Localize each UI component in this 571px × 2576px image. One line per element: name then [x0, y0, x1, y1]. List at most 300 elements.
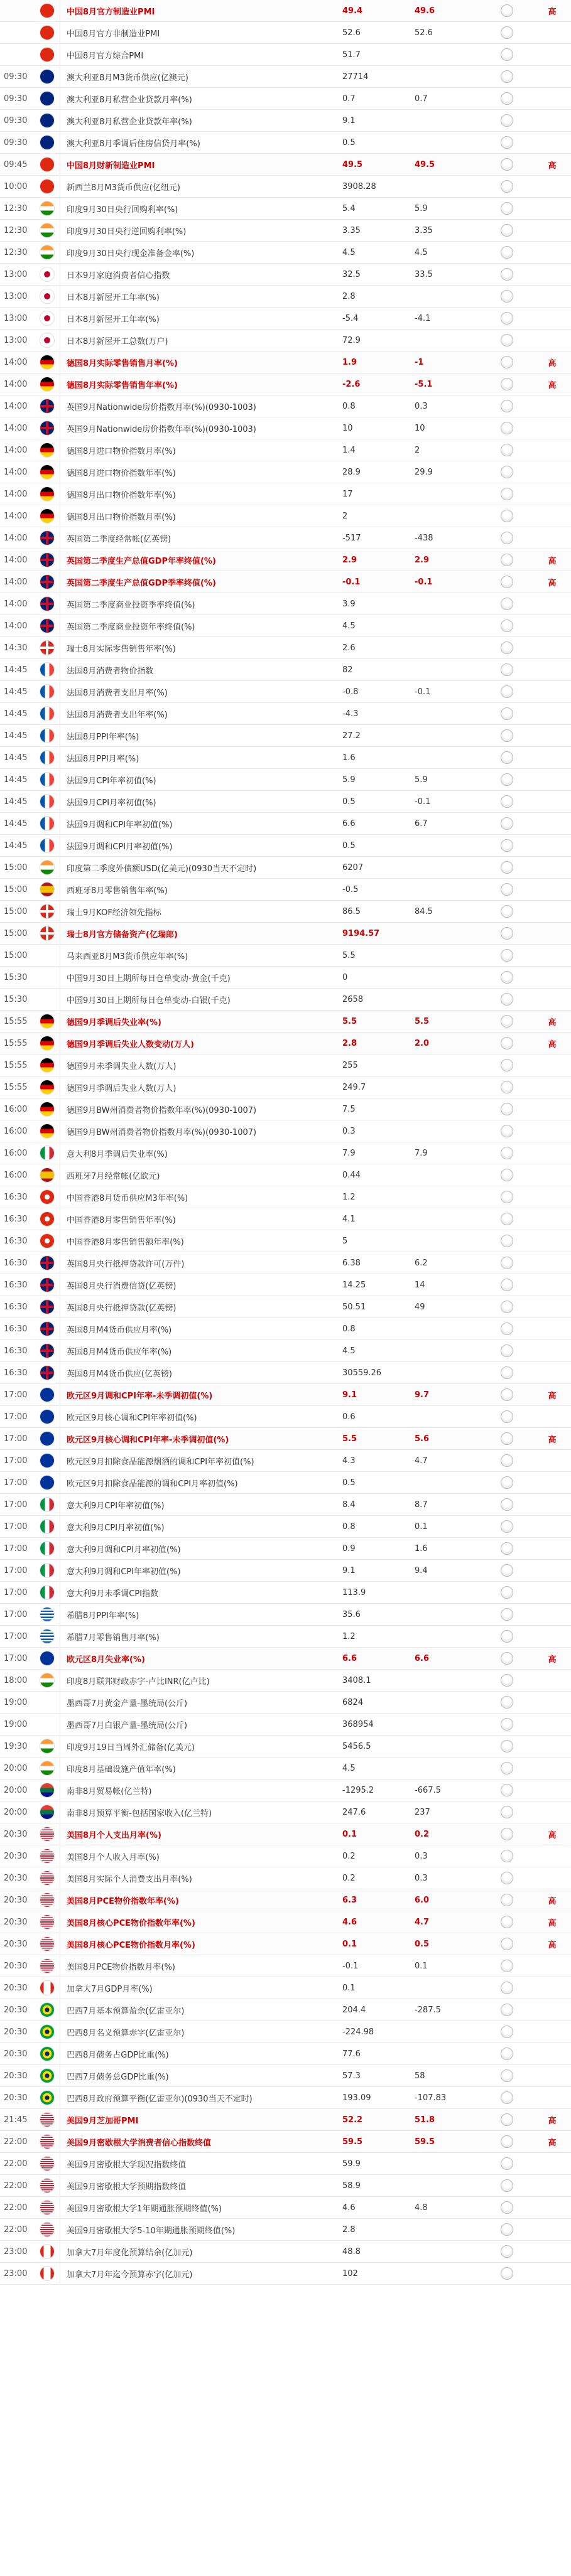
alarm-cell[interactable] — [480, 1889, 533, 1911]
alarm-cell[interactable] — [480, 2131, 533, 2152]
forecast-value — [408, 1098, 480, 1120]
alarm-clock-icon[interactable] — [501, 905, 513, 918]
alarm-cell[interactable] — [480, 1758, 533, 1779]
indicator-name: 欧元区9月核心调和CPI年率-未季调初值(%) — [67, 1435, 229, 1445]
alarm-cell[interactable] — [480, 2109, 533, 2130]
alarm-clock-icon[interactable] — [501, 620, 513, 632]
jp-flag-icon — [40, 289, 54, 303]
alarm-cell[interactable] — [480, 857, 533, 878]
alarm-cell[interactable] — [480, 176, 533, 197]
importance-badge — [533, 1230, 571, 1252]
alarm-cell[interactable] — [480, 66, 533, 87]
alarm-cell[interactable] — [480, 1604, 533, 1625]
forecast-value — [408, 1208, 480, 1230]
alarm-clock-icon[interactable] — [501, 2047, 513, 2060]
alarm-clock-icon[interactable] — [501, 224, 513, 237]
alarm-cell[interactable] — [480, 1736, 533, 1757]
alarm-cell[interactable] — [480, 2197, 533, 2218]
alarm-clock-icon[interactable] — [501, 1894, 513, 1906]
alarm-clock-icon[interactable] — [501, 927, 513, 940]
alarm-clock-icon[interactable] — [501, 378, 513, 390]
country-flag-cell — [35, 2087, 60, 2108]
alarm-cell[interactable] — [480, 1845, 533, 1867]
alarm-clock-icon[interactable] — [501, 1916, 513, 1928]
alarm-clock-icon[interactable] — [501, 2201, 513, 2214]
alarm-cell[interactable] — [480, 769, 533, 790]
alarm-cell[interactable] — [480, 945, 533, 966]
calendar-row — [0, 615, 571, 637]
indicator-name: 美国8月核心PCE物价指数月率(%) — [67, 1940, 195, 1950]
previous-value: 0.3 — [342, 1126, 356, 1136]
alarm-clock-icon[interactable] — [501, 1696, 513, 1709]
alarm-cell[interactable] — [480, 417, 533, 439]
previous-value: 5.4 — [342, 203, 356, 213]
indicator-name: 英国9月Nationwide房价指数年率(%)(0930-1003) — [67, 424, 256, 434]
previous-value: 4.5 — [342, 1346, 356, 1356]
alarm-clock-icon[interactable] — [501, 1081, 513, 1093]
importance-badge: 高 — [548, 1391, 557, 1401]
alarm-cell[interactable] — [480, 1670, 533, 1691]
indicator-name: 德国9月季调后失业人数(万人) — [67, 1083, 177, 1093]
previous-value: 49.4 — [342, 6, 363, 16]
alarm-cell[interactable] — [480, 220, 533, 241]
alarm-clock-icon[interactable] — [501, 1476, 513, 1489]
alarm-cell[interactable] — [480, 1648, 533, 1669]
alarm-cell[interactable] — [480, 483, 533, 505]
alarm-clock-icon[interactable] — [501, 949, 513, 962]
importance-badge — [533, 593, 571, 614]
alarm-cell[interactable] — [480, 1011, 533, 1032]
alarm-cell[interactable] — [480, 308, 533, 329]
country-flag-cell — [35, 286, 60, 307]
alarm-cell[interactable] — [480, 330, 533, 351]
alarm-clock-icon[interactable] — [501, 1323, 513, 1335]
alarm-clock-icon[interactable] — [501, 158, 513, 171]
alarm-clock-icon[interactable] — [501, 1213, 513, 1225]
alarm-cell[interactable] — [480, 1779, 533, 1801]
previous-value: 4.5 — [342, 1763, 356, 1773]
alarm-clock-icon[interactable] — [501, 4, 513, 17]
country-flag-cell — [35, 1186, 60, 1208]
alarm-clock-icon[interactable] — [501, 2004, 513, 2016]
forecast-value: -5.1 — [415, 379, 433, 389]
alarm-cell[interactable] — [480, 1692, 533, 1713]
alarm-clock-icon[interactable] — [501, 334, 513, 346]
alarm-cell[interactable] — [480, 2153, 533, 2174]
alarm-cell[interactable] — [480, 725, 533, 746]
alarm-clock-icon[interactable] — [501, 1301, 513, 1313]
alarm-cell[interactable] — [480, 44, 533, 65]
alarm-cell[interactable] — [480, 1933, 533, 1955]
alarm-clock-icon[interactable] — [501, 1366, 513, 1379]
alarm-cell[interactable] — [480, 879, 533, 900]
alarm-cell[interactable] — [480, 1999, 533, 2021]
alarm-clock-icon[interactable] — [501, 1103, 513, 1115]
alarm-cell[interactable] — [480, 2263, 533, 2284]
alarm-clock-icon[interactable] — [501, 641, 513, 654]
alarm-clock-icon[interactable] — [501, 92, 513, 105]
calendar-row — [0, 22, 571, 44]
alarm-clock-icon[interactable] — [501, 1608, 513, 1621]
alarm-clock-icon[interactable] — [501, 2113, 513, 2126]
alarm-clock-icon[interactable] — [501, 1740, 513, 1752]
importance-badge — [533, 198, 571, 219]
alarm-clock-icon[interactable] — [501, 993, 513, 1006]
country-flag-cell — [35, 1582, 60, 1603]
alarm-cell[interactable] — [480, 2219, 533, 2240]
alarm-cell[interactable] — [480, 901, 533, 922]
indicator-name: 美国9月密歇根大学消费者信心指数终值 — [67, 2138, 212, 2148]
release-time: 16:30 — [4, 1302, 28, 1312]
alarm-cell[interactable] — [480, 549, 533, 571]
alarm-clock-icon[interactable] — [501, 1147, 513, 1159]
alarm-clock-icon[interactable] — [501, 729, 513, 742]
alarm-clock-icon[interactable] — [501, 751, 513, 764]
alarm-clock-icon[interactable] — [501, 795, 513, 808]
alarm-clock-icon[interactable] — [501, 180, 513, 193]
alarm-clock-icon[interactable] — [501, 2026, 513, 2038]
alarm-cell[interactable] — [480, 1252, 533, 1274]
alarm-clock-icon[interactable] — [501, 1344, 513, 1357]
alarm-cell[interactable] — [480, 1318, 533, 1339]
alarm-cell[interactable] — [480, 1516, 533, 1537]
alarm-clock-icon[interactable] — [501, 1630, 513, 1643]
alarm-clock-icon[interactable] — [501, 598, 513, 610]
forecast-value: 2.0 — [415, 1038, 430, 1048]
alarm-cell[interactable] — [480, 637, 533, 658]
alarm-cell[interactable] — [480, 1823, 533, 1845]
alarm-clock-icon[interactable] — [501, 444, 513, 456]
alarm-clock-icon[interactable] — [501, 2267, 513, 2280]
alarm-clock-icon[interactable] — [501, 26, 513, 39]
alarm-cell[interactable] — [480, 264, 533, 285]
alarm-clock-icon[interactable] — [501, 1279, 513, 1291]
forecast-value: 1.6 — [415, 1543, 428, 1554]
alarm-clock-icon[interactable] — [501, 1037, 513, 1049]
previous-value: 0.9 — [342, 1543, 356, 1554]
previous-value: 0.2 — [342, 1873, 356, 1883]
alarm-clock-icon[interactable] — [501, 685, 513, 698]
alarm-cell[interactable] — [480, 2087, 533, 2108]
alarm-cell[interactable] — [480, 967, 533, 988]
alarm-cell[interactable] — [480, 989, 533, 1010]
forecast-value: 4.5 — [415, 247, 428, 257]
alarm-clock-icon[interactable] — [501, 2245, 513, 2258]
calendar-row — [0, 1626, 571, 1648]
alarm-cell[interactable] — [480, 154, 533, 175]
alarm-cell[interactable] — [480, 1120, 533, 1142]
alarm-clock-icon[interactable] — [501, 663, 513, 676]
alarm-cell[interactable] — [480, 1626, 533, 1647]
alarm-cell[interactable] — [480, 1955, 533, 1977]
alarm-cell[interactable] — [480, 1384, 533, 1405]
alarm-cell[interactable] — [480, 395, 533, 417]
alarm-clock-icon[interactable] — [501, 1762, 513, 1774]
alarm-clock-icon[interactable] — [501, 1850, 513, 1862]
alarm-cell[interactable] — [480, 615, 533, 636]
alarm-clock-icon[interactable] — [501, 1784, 513, 1796]
calendar-row — [0, 1142, 571, 1164]
alarm-cell[interactable] — [480, 681, 533, 702]
alarm-cell[interactable] — [480, 1406, 533, 1427]
alarm-clock-icon[interactable] — [501, 2157, 513, 2170]
alarm-cell[interactable] — [480, 2175, 533, 2196]
forecast-value — [408, 1186, 480, 1208]
alarm-cell[interactable] — [480, 571, 533, 593]
forecast-value: -0.1 — [415, 577, 433, 587]
alarm-clock-icon[interactable] — [501, 971, 513, 984]
alarm-cell[interactable] — [480, 1208, 533, 1230]
importance-badge — [533, 835, 571, 856]
alarm-cell[interactable] — [480, 1450, 533, 1471]
forecast-value — [408, 1120, 480, 1142]
previous-value: 9.1 — [342, 115, 356, 126]
alarm-clock-icon[interactable] — [501, 1542, 513, 1555]
alarm-cell[interactable] — [480, 747, 533, 768]
alarm-cell[interactable] — [480, 242, 533, 263]
alarm-clock-icon[interactable] — [501, 1938, 513, 1950]
country-flag-cell — [35, 0, 60, 21]
alarm-cell[interactable] — [480, 1274, 533, 1296]
alarm-cell[interactable] — [480, 1428, 533, 1449]
forecast-value: 4.7 — [415, 1456, 428, 1466]
alarm-cell[interactable] — [480, 923, 533, 944]
forecast-value — [408, 989, 480, 1010]
indicator-name: 中国8月官方综合PMI — [67, 51, 144, 61]
previous-value: -0.5 — [342, 884, 359, 894]
alarm-cell[interactable] — [480, 461, 533, 483]
importance-badge — [533, 220, 571, 241]
alarm-clock-icon[interactable] — [501, 1015, 513, 1028]
alarm-cell[interactable] — [480, 835, 533, 856]
forecast-value: 0.1 — [415, 1521, 428, 1532]
alarm-clock-icon[interactable] — [501, 1718, 513, 1731]
alarm-clock-icon[interactable] — [501, 576, 513, 588]
cn-flag-icon — [40, 4, 54, 18]
alarm-clock-icon[interactable] — [501, 839, 513, 852]
alarm-clock-icon[interactable] — [501, 488, 513, 500]
calendar-row — [0, 1582, 571, 1604]
importance-badge: 高 — [548, 1017, 557, 1028]
alarm-cell[interactable] — [480, 2065, 533, 2086]
alarm-clock-icon[interactable] — [501, 356, 513, 368]
previous-value: 2.8 — [342, 291, 356, 301]
alarm-clock-icon[interactable] — [501, 1586, 513, 1599]
alarm-cell[interactable] — [480, 1098, 533, 1120]
alarm-cell[interactable] — [480, 2043, 533, 2064]
jp-flag-icon — [40, 333, 54, 347]
alarm-clock-icon[interactable] — [501, 268, 513, 281]
alarm-cell[interactable] — [480, 2241, 533, 2262]
alarm-clock-icon[interactable] — [501, 2179, 513, 2192]
alarm-cell[interactable] — [480, 0, 533, 21]
alarm-clock-icon[interactable] — [501, 1235, 513, 1247]
indicator-name: 德国9月季调后失业人数变动(万人) — [67, 1039, 194, 1049]
alarm-clock-icon[interactable] — [501, 400, 513, 412]
alarm-cell[interactable] — [480, 1076, 533, 1098]
alarm-clock-icon[interactable] — [501, 1674, 513, 1687]
us-flag-icon — [40, 2179, 54, 2192]
importance-badge — [533, 264, 571, 285]
importance-badge — [533, 1472, 571, 1493]
alarm-cell[interactable] — [480, 813, 533, 834]
alarm-cell[interactable] — [480, 352, 533, 373]
forecast-value: 7.9 — [415, 1148, 428, 1158]
fr-flag-icon — [40, 773, 54, 786]
alarm-clock-icon[interactable] — [501, 883, 513, 896]
alarm-cell[interactable] — [480, 1582, 533, 1603]
forecast-value — [408, 1692, 480, 1713]
alarm-clock-icon[interactable] — [501, 312, 513, 325]
alarm-clock-icon[interactable] — [501, 554, 513, 566]
alarm-clock-icon[interactable] — [501, 1564, 513, 1577]
alarm-cell[interactable] — [480, 1362, 533, 1383]
alarm-clock-icon[interactable] — [501, 1432, 513, 1445]
alarm-cell[interactable] — [480, 527, 533, 549]
alarm-cell[interactable] — [480, 703, 533, 724]
importance-badge — [533, 2219, 571, 2240]
importance-badge — [533, 1670, 571, 1691]
indicator-name: 德国8月出口物价指数年率(%) — [67, 490, 176, 500]
alarm-clock-icon[interactable] — [501, 1169, 513, 1181]
alarm-clock-icon[interactable] — [501, 290, 513, 303]
alarm-cell[interactable] — [480, 22, 533, 43]
release-time: 15:00 — [4, 884, 28, 894]
alarm-clock-icon[interactable] — [501, 2135, 513, 2148]
alarm-clock-icon[interactable] — [501, 2091, 513, 2104]
us-flag-icon — [40, 2113, 54, 2127]
alarm-cell[interactable] — [480, 373, 533, 395]
forecast-value: -4.1 — [415, 313, 431, 323]
alarm-clock-icon[interactable] — [501, 114, 513, 127]
alarm-cell[interactable] — [480, 791, 533, 812]
alarm-clock-icon[interactable] — [501, 1520, 513, 1533]
alarm-clock-icon[interactable] — [501, 246, 513, 259]
alarm-clock-icon[interactable] — [501, 1498, 513, 1511]
country-flag-cell — [35, 1164, 60, 1186]
alarm-clock-icon[interactable] — [501, 1125, 513, 1137]
alarm-clock-icon[interactable] — [501, 1806, 513, 1818]
alarm-clock-icon[interactable] — [501, 1454, 513, 1467]
alarm-clock-icon[interactable] — [501, 707, 513, 720]
alarm-cell[interactable] — [480, 593, 533, 614]
alarm-clock-icon[interactable] — [501, 1652, 513, 1665]
indicator-name: 巴西7月基本预算盈余(亿雷亚尔) — [67, 2006, 185, 2016]
alarm-cell[interactable] — [480, 110, 533, 131]
forecast-value — [408, 44, 480, 65]
alarm-cell[interactable] — [480, 1296, 533, 1318]
alarm-clock-icon[interactable] — [501, 1828, 513, 1840]
alarm-clock-icon[interactable] — [501, 2069, 513, 2082]
release-time: 13:00 — [4, 313, 28, 323]
country-flag-cell — [35, 2219, 60, 2240]
forecast-value: 6.0 — [415, 1895, 430, 1905]
previous-value: 7.5 — [342, 1104, 356, 1114]
alarm-clock-icon[interactable] — [501, 1872, 513, 1884]
alarm-cell[interactable] — [480, 286, 533, 307]
alarm-cell[interactable] — [480, 1033, 533, 1054]
alarm-cell[interactable] — [480, 132, 533, 153]
forecast-value — [408, 1626, 480, 1647]
calendar-row — [0, 1011, 571, 1033]
country-flag-cell — [35, 1011, 60, 1032]
importance-badge — [533, 66, 571, 87]
alarm-cell[interactable] — [480, 439, 533, 461]
alarm-clock-icon[interactable] — [501, 773, 513, 786]
alarm-clock-icon[interactable] — [501, 1191, 513, 1203]
alarm-cell[interactable] — [480, 1867, 533, 1889]
alarm-cell[interactable] — [480, 1055, 533, 1076]
forecast-value: 9.7 — [415, 1390, 430, 1400]
alarm-clock-icon[interactable] — [501, 422, 513, 434]
alarm-cell[interactable] — [480, 1340, 533, 1361]
forecast-value — [408, 923, 480, 944]
alarm-cell[interactable] — [480, 659, 533, 680]
alarm-clock-icon[interactable] — [501, 1410, 513, 1423]
alarm-clock-icon[interactable] — [501, 2223, 513, 2236]
forecast-value: 14 — [415, 1280, 425, 1290]
fr-flag-icon — [40, 817, 54, 830]
alarm-cell[interactable] — [480, 1494, 533, 1515]
alarm-cell[interactable] — [480, 198, 533, 219]
alarm-cell[interactable] — [480, 1801, 533, 1823]
alarm-clock-icon[interactable] — [501, 1982, 513, 1994]
country-flag-cell — [35, 1406, 60, 1427]
alarm-cell[interactable] — [480, 1472, 533, 1493]
release-time: 20:30 — [4, 1829, 28, 1839]
previous-value: -4.3 — [342, 709, 359, 719]
indicator-name: 德国8月进口物价指数月率(%) — [67, 446, 176, 456]
release-time: 17:00 — [4, 1565, 28, 1575]
alarm-clock-icon[interactable] — [501, 510, 513, 522]
alarm-clock-icon[interactable] — [501, 48, 513, 61]
importance-badge — [533, 2153, 571, 2174]
importance-badge — [533, 1494, 571, 1515]
alarm-cell[interactable] — [480, 1186, 533, 1208]
alarm-cell[interactable] — [480, 1538, 533, 1559]
alarm-clock-icon[interactable] — [501, 1388, 513, 1401]
calendar-row — [0, 1055, 571, 1076]
alarm-clock-icon[interactable] — [501, 136, 513, 149]
alarm-clock-icon[interactable] — [501, 1257, 513, 1269]
alarm-cell[interactable] — [480, 1142, 533, 1164]
alarm-cell[interactable] — [480, 505, 533, 527]
alarm-cell[interactable] — [480, 1911, 533, 1933]
alarm-cell[interactable] — [480, 1164, 533, 1186]
de-flag-icon — [40, 443, 54, 457]
forecast-value: 5.9 — [415, 775, 428, 785]
alarm-cell[interactable] — [480, 88, 533, 109]
importance-badge — [533, 945, 571, 966]
alarm-cell[interactable] — [480, 2021, 533, 2042]
alarm-clock-icon[interactable] — [501, 70, 513, 83]
alarm-cell[interactable] — [480, 1977, 533, 1999]
alarm-clock-icon[interactable] — [501, 532, 513, 544]
country-flag-cell — [35, 615, 60, 636]
alarm-clock-icon[interactable] — [501, 466, 513, 478]
indicator-name: 美国9月密歇根大学现况指数终值 — [67, 2160, 187, 2170]
previous-value: 0.5 — [342, 1478, 356, 1488]
calendar-row — [0, 1340, 571, 1362]
alarm-clock-icon[interactable] — [501, 861, 513, 874]
alarm-cell[interactable] — [480, 1714, 533, 1735]
alarm-clock-icon[interactable] — [501, 817, 513, 830]
alarm-clock-icon[interactable] — [501, 1059, 513, 1071]
alarm-clock-icon[interactable] — [501, 202, 513, 215]
alarm-cell[interactable] — [480, 1230, 533, 1252]
alarm-clock-icon[interactable] — [501, 1960, 513, 1972]
alarm-cell[interactable] — [480, 1560, 533, 1581]
